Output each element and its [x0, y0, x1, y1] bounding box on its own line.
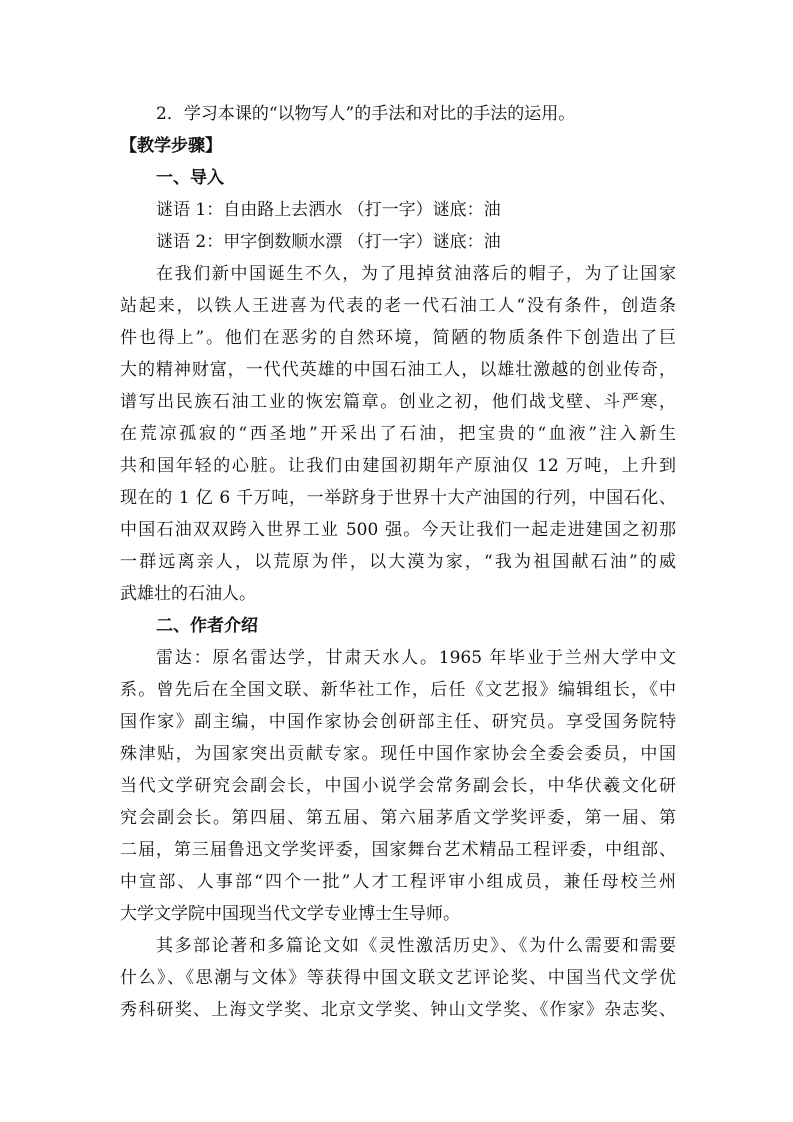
riddle-2: 谜语 2：甲字倒数顺水漂 （打一字）谜底：油	[156, 232, 501, 252]
paragraph-line: 殊津贴，为国家突出贡献专家。现任中国作家协会全委会委员，中国	[120, 744, 676, 764]
paragraph-line: 站起来，以铁人王进喜为代表的老一代石油工人“没有条件，创造条	[120, 296, 676, 316]
paragraph-line: 件也得上”。他们在恶劣的自然环境，简陋的物质条件下创造出了巨	[120, 328, 676, 348]
paragraph-line: 国作家》副主编，中国作家协会创研部主任、研究员。享受国务院特	[120, 712, 676, 732]
heading-author: 二、作者介绍	[156, 616, 258, 636]
paragraph-line: 其多部论著和多篇论文如《灵性激活历史》、《为什么需要和需要	[156, 936, 676, 956]
objective-2: 2．学习本课的“以物写人”的手法和对比的手法的运用。	[156, 104, 576, 124]
author-paragraph	[120, 642, 676, 930]
intro-paragraph	[120, 258, 676, 610]
paragraph-line: 究会副会长。第四届、第五届、第六届茅盾文学奖评委，第一届、第	[120, 808, 676, 828]
paragraph-line: 谱写出民族石油工业的恢宏篇章。创业之初，他们战戈壁、斗严寒，	[120, 392, 676, 412]
paragraph-line: 秀科研奖、上海文学奖、北京文学奖、钟山文学奖、《作家》杂志奖、	[120, 1000, 676, 1020]
paragraph-line: 现在的 1 亿 6 千万吨，一举跻身于世界十大产油国的行列，中国石化、	[120, 488, 676, 508]
works-paragraph	[120, 930, 676, 1026]
riddle-1: 谜语 1：自由路上去洒水 （打一字）谜底：油	[156, 200, 501, 220]
paragraph-line: 什么》、《思潮与文体》等获得中国文联文艺评论奖、中国当代文学优	[120, 968, 676, 988]
section-teaching-steps: 【教学步骤】	[120, 136, 222, 156]
paragraph-line: 一群远离亲人，以荒原为伴，以大漠为家，“我为祖国献石油”的威	[120, 552, 676, 572]
paragraph-line: 共和国年轻的心脏。让我们由建国初期年产原油仅 12 万吨，上升到	[120, 456, 676, 476]
paragraph-line: 武雄壮的石油人。	[120, 584, 256, 604]
paragraph-line: 在荒凉孤寂的“西圣地”开采出了石油，把宝贵的“血液”注入新生	[120, 424, 676, 444]
document-page	[120, 98, 676, 1026]
paragraph-line: 系。曾先后在全国文联、新华社工作，后任《文艺报》编辑组长，《中	[120, 680, 676, 700]
paragraph-line: 大学文学院中国现当代文学专业博士生导师。	[120, 904, 460, 924]
paragraph-line: 中宣部、人事部“四个一批”人才工程评审小组成员，兼任母校兰州	[120, 872, 676, 892]
paragraph-line: 大的精神财富，一代代英雄的中国石油工人，以雄壮激越的创业传奇，	[120, 360, 676, 380]
paragraph-line: 在我们新中国诞生不久，为了甩掉贫油落后的帽子，为了让国家	[156, 264, 676, 284]
paragraph-line: 二届，第三届鲁迅文学奖评委，国家舞台艺术精品工程评委，中组部、	[120, 840, 676, 860]
paragraph-line: 雷达：原名雷达学，甘肃天水人。1965 年毕业于兰州大学中文	[156, 648, 676, 668]
heading-introduction: 一、导入	[156, 168, 224, 188]
paragraph-line: 当代文学研究会副会长，中国小说学会常务副会长，中华伏羲文化研	[120, 776, 676, 796]
paragraph-line: 中国石油双双跨入世界工业 500 强。今天让我们一起走进建国之初那	[120, 520, 676, 540]
